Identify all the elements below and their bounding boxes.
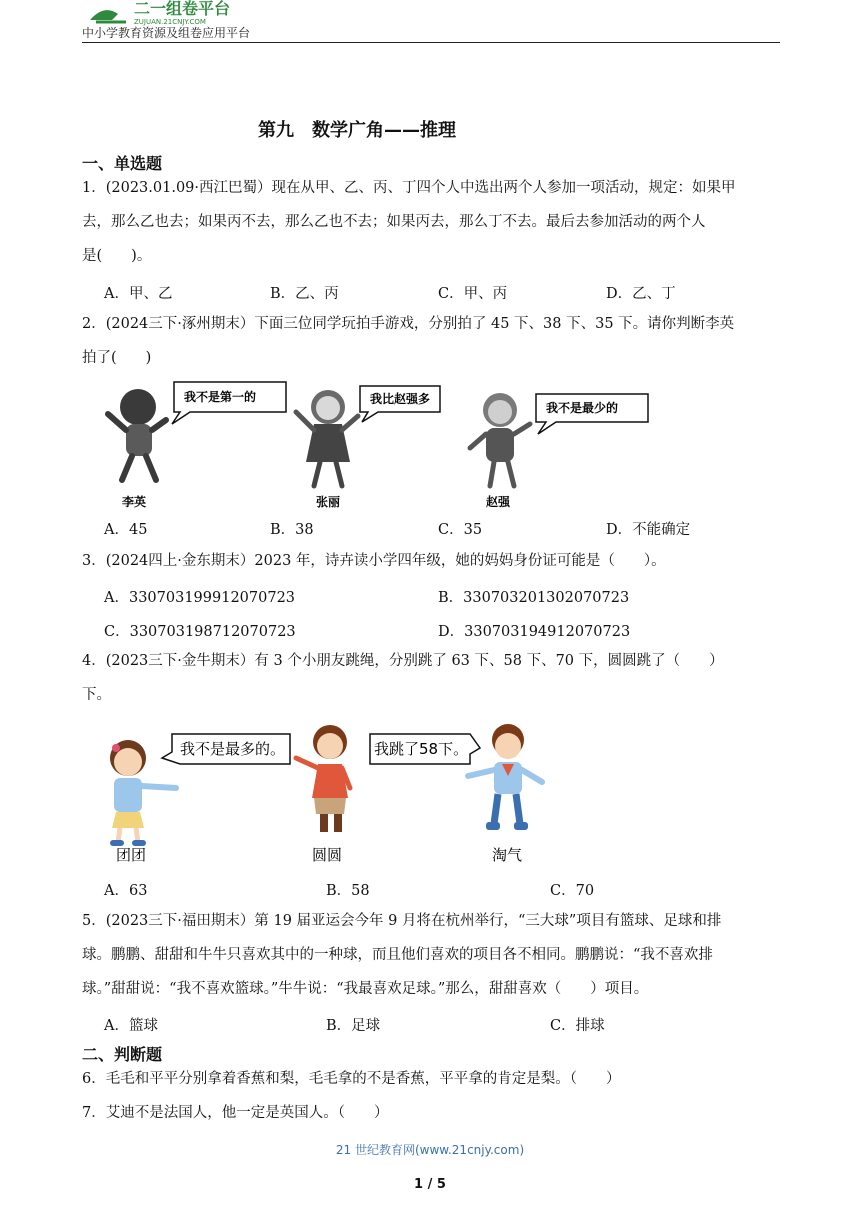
section-heading-single-choice: 一、单选题 xyxy=(82,154,163,173)
question-text: 球。”甜甜说：“我不喜欢篮球。”牛牛说：“我最喜欢足球。”那么，甜甜喜欢（ ）项目。 xyxy=(82,981,649,997)
child-name: 李英 xyxy=(122,495,147,509)
svg-text:我比赵强多: 我比赵强多 xyxy=(370,392,431,406)
q4-option-b[interactable]: B．58 xyxy=(326,883,370,899)
logo-runner-icon xyxy=(90,10,118,20)
q2-option-b[interactable]: B．38 xyxy=(270,522,314,538)
q3-option-a[interactable]: A．330703199912070723 xyxy=(104,590,296,606)
speech-bubble-2 xyxy=(370,734,480,764)
q4-option-a[interactable]: A．63 xyxy=(104,883,148,899)
svg-text:我不是第一的: 我不是第一的 xyxy=(184,390,257,404)
question-text: 1．(2023.01.09·西江巴蜀）现在从甲、乙、丙、丁四个人中选出两个人参加一项活动，规定：如果甲 xyxy=(82,180,736,196)
q3-option-b[interactable]: B．330703201302070723 xyxy=(438,590,630,606)
child-name: 团团 xyxy=(116,846,147,864)
question-text: 3．(2024四上·金东期末）2023 年，诗卉读小学四年级，她的妈妈身份证可能是（ ）。 xyxy=(82,553,666,569)
question-text: 下。 xyxy=(82,687,111,703)
child-name: 圆圆 xyxy=(312,846,343,864)
logo-text: 二一组卷平台 xyxy=(134,0,231,18)
svg-text:我不是最少的: 我不是最少的 xyxy=(546,401,619,415)
q1-option-c[interactable]: C．甲、丙 xyxy=(438,286,508,302)
speech-bubble-1 xyxy=(162,734,290,764)
question-text: 6．毛毛和平平分别拿着香蕉和梨，毛毛拿的不是香蕉，平平拿的肯定是梨。（ ） xyxy=(82,1071,621,1087)
q2-option-a[interactable]: A．45 xyxy=(104,522,148,538)
footer-site-link[interactable]: 21 世纪教育网(www.21cnjy.com) xyxy=(335,1143,525,1157)
question-text: 4．(2023三下·金牛期末）有 3 个小朋友跳绳，分别跳了 63 下、58 下、70 下，圆圆跳了（ ） xyxy=(82,653,724,669)
q2-option-c[interactable]: C．35 xyxy=(438,522,483,538)
q3-option-c[interactable]: C．330703198712070723 xyxy=(104,624,296,640)
q5-option-b[interactable]: B．足球 xyxy=(326,1018,381,1034)
q1-option-d[interactable]: D．乙、丁 xyxy=(606,286,676,302)
question-text: 球。鹏鹏、甜甜和牛牛只喜欢其中的一种球，而且他们喜欢的项目各不相同。鹏鹏说：“我不喜欢排 xyxy=(82,947,713,963)
q4-option-c[interactable]: C．70 xyxy=(550,883,595,899)
q5-option-a[interactable]: A．篮球 xyxy=(104,1018,158,1034)
header-subtitle: 中小学教育资源及组卷应用平台 xyxy=(82,26,251,40)
header-divider xyxy=(82,42,780,43)
question-text: 拍了( ) xyxy=(82,350,152,366)
q1-option-a[interactable]: A．甲、乙 xyxy=(104,286,173,302)
child-name: 淘气 xyxy=(492,846,523,864)
question-text: 7．艾迪不是法国人，他一定是英国人。（ ） xyxy=(82,1105,389,1121)
question-5 xyxy=(82,904,780,1006)
q4-illustration xyxy=(96,718,556,868)
question-2 xyxy=(82,307,780,375)
question-text: 去，那么乙也去；如果丙不去，那么乙也不去；如果丙去，那么丁不去。最后去参加活动的两个人 xyxy=(82,214,706,230)
question-text: 5．(2023三下·福田期末）第 19 届亚运会今年 9 月将在杭州举行，“三大球”项目有篮球、足球和排 xyxy=(82,913,722,929)
question-text: 2．(2024三下·涿州期末）下面三位同学玩拍手游戏，分别拍了 45 下、38 下、35 下。请你判断李英 xyxy=(82,316,735,332)
q3-option-d[interactable]: D．330703194912070723 xyxy=(438,624,631,640)
question-7 xyxy=(82,1096,780,1130)
page-number: 1 / 5 xyxy=(414,1177,446,1192)
q2-illustration xyxy=(100,372,660,512)
q2-option-d[interactable]: D．不能确定 xyxy=(606,522,691,538)
question-4 xyxy=(82,644,780,712)
header-logo xyxy=(86,0,286,26)
question-3 xyxy=(82,544,780,578)
q5-option-c[interactable]: C．排球 xyxy=(550,1018,605,1034)
q1-option-b[interactable]: B．乙、丙 xyxy=(270,286,339,302)
child-name: 赵强 xyxy=(486,495,511,509)
svg-text:我不是最多的。: 我不是最多的。 xyxy=(180,740,286,758)
page-title: 第九 数学广角——推理 xyxy=(258,120,456,141)
svg-text:我跳了58下。: 我跳了58下。 xyxy=(374,740,469,758)
question-1 xyxy=(82,171,780,273)
child-taoqi-figure xyxy=(468,724,542,830)
logo-url: ZUJUAN.21CNJY.COM xyxy=(134,18,206,26)
child-yuanyuan-figure xyxy=(296,725,350,832)
question-text: 是( )。 xyxy=(82,248,152,264)
question-6 xyxy=(82,1062,780,1096)
child-name: 张丽 xyxy=(316,495,341,509)
section-heading-true-false: 二、判断题 xyxy=(82,1045,163,1064)
